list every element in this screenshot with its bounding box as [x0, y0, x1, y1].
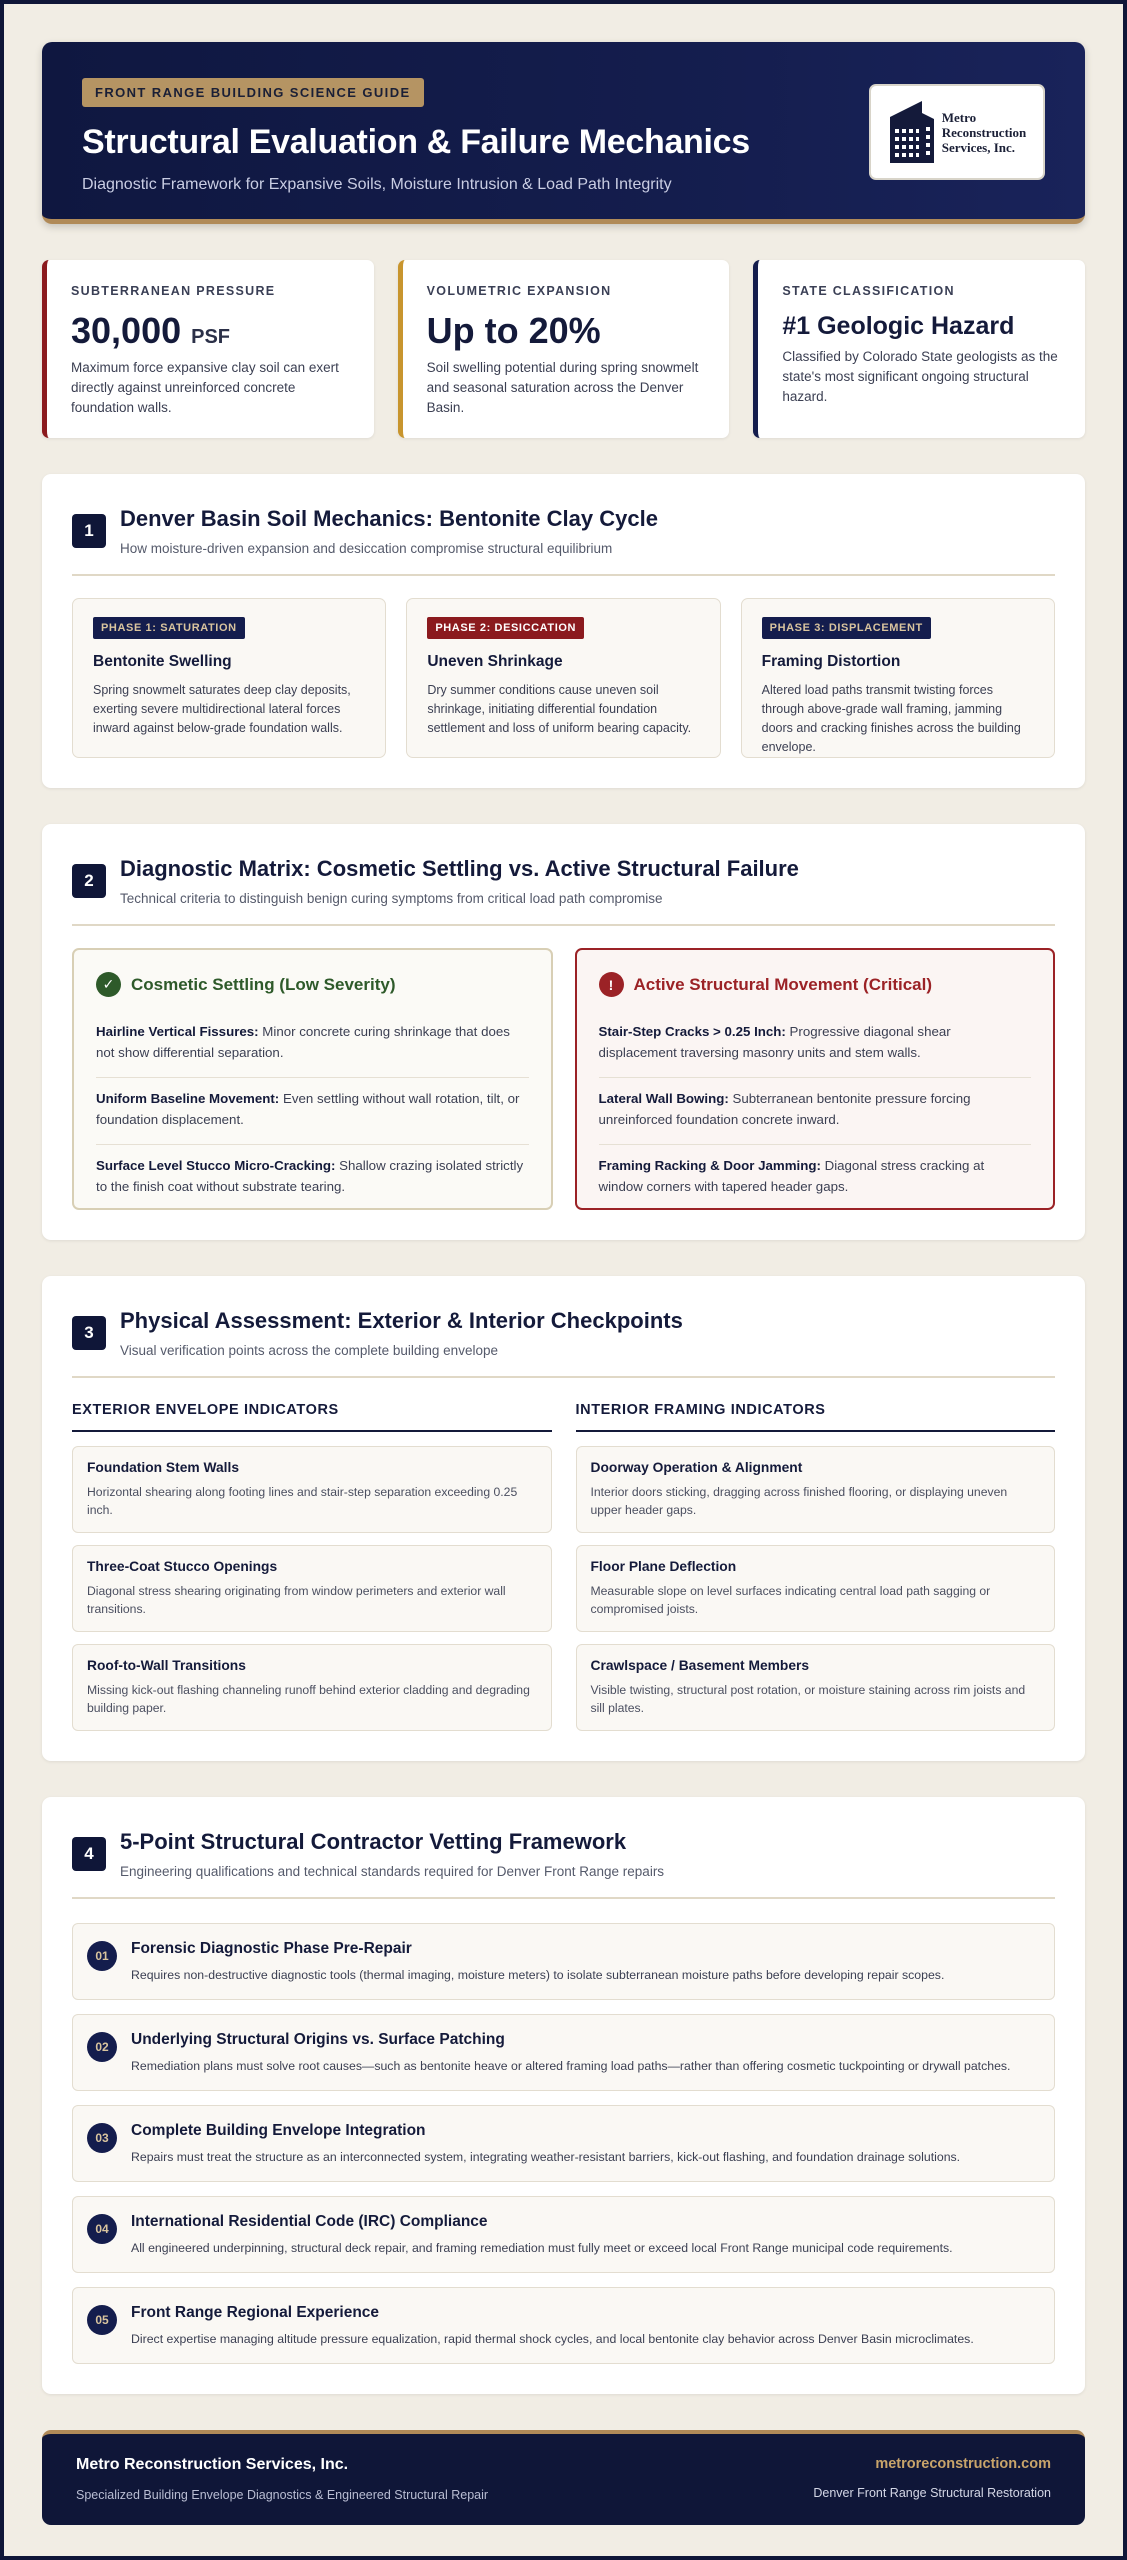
section-header: [72, 1308, 1055, 1378]
vetting-list: [72, 1923, 1055, 2364]
footer-location: Denver Front Range Structural Restoration: [813, 2486, 1051, 2500]
guide-tag: FRONT RANGE BUILDING SCIENCE GUIDE: [82, 78, 424, 107]
section-header: [72, 856, 1055, 926]
section-subtitle: Technical criteria to distinguish benign curing symptoms from critical load path compromise: [120, 891, 663, 906]
stat-card-pressure: [42, 260, 374, 438]
header-banner: [42, 42, 1085, 224]
page-title: Structural Evaluation & Failure Mechanics: [82, 123, 750, 161]
phase-tag: PHASE 1: SATURATION: [93, 617, 245, 639]
page-subtitle: Diagnostic Framework for Expansive Soils, Moisture Intrusion & Load Path Integrity: [82, 176, 672, 193]
checkpoint-columns: [72, 1402, 1055, 1731]
vetting-item: 02 Underlying Structural Origins vs. Surface Patching Remediation plans must solve root causes—such as bentonite heave or altered framing load paths—rather than offering cosmetic tuckpointing or drywall patches.: [72, 2014, 1055, 2091]
item-number: 05: [87, 2305, 117, 2335]
stat-card-expansion: [398, 260, 730, 438]
section-subtitle: Engineering qualifications and technical standards required for Denver Front Range repairs: [120, 1864, 665, 1879]
item-number: 01: [87, 1941, 117, 1971]
list-item: Framing Racking & Door Jamming: Diagonal stress cracking at window corners with tapered header gaps.: [598, 1158, 985, 1194]
checkpoint-card: Floor Plane Deflection Measurable slope on level surfaces indicating central load path sagging or compromised joists.: [576, 1545, 1056, 1632]
section-number: 4: [72, 1837, 106, 1871]
section-header: [72, 506, 1055, 576]
interior-indicators: [576, 1402, 1056, 1731]
vetting-item: 01 Forensic Diagnostic Phase Pre-Repair Requires non-destructive diagnostic tools (thermal imaging, moisture meters) to isolate subterranean moisture paths before developing repair scopes.: [72, 1923, 1055, 2000]
section-header: [72, 1829, 1055, 1899]
vetting-item: 04 International Residential Code (IRC) Compliance All engineered underpinning, structural deck repair, and framing remediation must fully meet or exceed local Front Range municipal code requirements.: [72, 2196, 1055, 2273]
item-number: 02: [87, 2032, 117, 2062]
section-title: 5-Point Structural Contractor Vetting Framework: [120, 1829, 627, 1854]
stat-value: #1 Geologic Hazard: [782, 312, 1015, 340]
cosmetic-settling-panel: [72, 948, 553, 1210]
section-title: Denver Basin Soil Mechanics: Bentonite Clay Cycle: [120, 506, 658, 531]
phase-description: Dry summer conditions cause uneven soil shrinkage, initiating differential foundation settlement and loss of uniform bearing capacity.: [427, 683, 692, 735]
exterior-indicators: [72, 1402, 552, 1731]
section-title: Diagnostic Matrix: Cosmetic Settling vs. Active Structural Failure: [120, 856, 799, 881]
phase-tag: PHASE 2: DESICCATION: [427, 617, 584, 639]
section-number: 1: [72, 514, 106, 548]
stat-value: 30,000 PSF: [71, 310, 231, 351]
section-subtitle: How moisture-driven expansion and desiccation compromise structural equilibrium: [120, 541, 613, 556]
checkpoint-card: Roof-to-Wall Transitions Missing kick-out flashing channeling runoff behind exterior cladding and degrading building paper.: [72, 1644, 552, 1731]
phase-description: Spring snowmelt saturates deep clay deposits, exerting severe multidirectional lateral forces inward against below-grade foundation walls.: [93, 683, 351, 735]
active-movement-panel: [575, 948, 1056, 1210]
stat-description: Soil swelling potential during spring snowmelt and seasonal saturation across the Denver Basin.: [426, 360, 699, 415]
column-heading: INTERIOR FRAMING INDICATORS: [576, 1402, 1056, 1432]
section-contractor-vetting: [42, 1797, 1085, 2394]
stats-row: [42, 260, 1085, 438]
stat-unit: PSF: [191, 326, 231, 348]
stat-label: VOLUMETRIC EXPANSION: [426, 284, 612, 298]
section-number: 3: [72, 1316, 106, 1350]
stat-description: Classified by Colorado State geologists as the state's most significant ongoing structural hazard.: [782, 349, 1058, 404]
section-number: 2: [72, 864, 106, 898]
stat-label: SUBTERRANEAN PRESSURE: [71, 284, 276, 298]
phase-card-saturation: [72, 598, 386, 758]
phase-title: Uneven Shrinkage: [427, 653, 563, 670]
company-logo: [869, 84, 1045, 180]
vetting-item: 05 Front Range Regional Experience Direct expertise managing altitude pressure equalization, rapid thermal shock cycles, and local bentonite clay behavior across Denver Basin microclimates.: [72, 2287, 1055, 2364]
phase-cards: [72, 598, 1055, 758]
stat-description: Maximum force expansive clay soil can exert directly against unreinforced concrete foundation walls.: [71, 360, 339, 415]
checkpoint-card: Three-Coat Stucco Openings Diagonal stress shearing originating from window perimeters and exterior wall transitions.: [72, 1545, 552, 1632]
panel-title: Cosmetic Settling (Low Severity): [131, 974, 396, 994]
section-diagnostic-matrix: [42, 824, 1085, 1240]
item-number: 03: [87, 2123, 117, 2153]
alert-icon: !: [599, 972, 624, 997]
check-icon: ✓: [96, 972, 121, 997]
phase-title: Framing Distortion: [761, 653, 901, 670]
checkpoint-card: Foundation Stem Walls Horizontal shearing along footing lines and stair-step separation exceeding 0.25 inch.: [72, 1446, 552, 1533]
list-item: Surface Level Stucco Micro-Cracking: Shallow crazing isolated strictly to the finish coat without substrate tearing.: [96, 1158, 524, 1194]
item-number: 04: [87, 2214, 117, 2244]
footer-tagline: Specialized Building Envelope Diagnostics & Engineered Structural Repair: [76, 2488, 489, 2502]
stat-value: Up to 20%: [426, 310, 601, 351]
footer-website-link[interactable]: metroreconstruction.com: [875, 2456, 1051, 2472]
checkpoint-card: Doorway Operation & Alignment Interior doors sticking, dragging across finished flooring, or displaying uneven upper header gaps.: [576, 1446, 1056, 1533]
building-logo-icon: [888, 99, 936, 165]
list-item: Lateral Wall Bowing: Subterranean bentonite pressure forcing unreinforced foundation concrete inward.: [599, 1078, 1032, 1145]
footer: [42, 2430, 1085, 2525]
diagnostic-matrix: [72, 948, 1055, 1210]
phase-card-displacement: [741, 598, 1055, 758]
list-item: Stair-Step Cracks > 0.25 Inch: Progressive diagonal shear displacement traversing masonry units and stem walls.: [599, 1011, 1032, 1078]
footer-company: Metro Reconstruction Services, Inc.: [76, 2456, 349, 2473]
stat-label: STATE CLASSIFICATION: [782, 284, 955, 298]
section-physical-assessment: [42, 1276, 1085, 1761]
phase-card-desiccation: [406, 598, 720, 758]
list-item: Uniform Baseline Movement: Even settling without wall rotation, tilt, or foundation displacement.: [96, 1078, 529, 1145]
phase-tag: PHASE 3: DISPLACEMENT: [762, 617, 931, 639]
checkpoint-card: Crawlspace / Basement Members Visible twisting, structural post rotation, or moisture staining across rim joists and sill plates.: [576, 1644, 1056, 1731]
panel-title: Active Structural Movement (Critical): [633, 974, 933, 994]
section-soil-mechanics: [42, 474, 1085, 788]
phase-title: Bentonite Swelling: [93, 653, 232, 670]
stat-card-classification: [753, 260, 1085, 438]
logo-text: Metro Reconstruction Services, Inc.: [941, 109, 1027, 155]
vetting-item: 03 Complete Building Envelope Integration Repairs must treat the structure as an interconnected system, integrating weather-resistant barriers, kick-out flashing, and foundation drainage solutions.: [72, 2105, 1055, 2182]
section-subtitle: Visual verification points across the complete building envelope: [120, 1343, 498, 1358]
phase-description: Altered load paths transmit twisting forces through above-grade wall framing, jamming doors and cracking finishes across the building envelope.: [761, 683, 1021, 754]
list-item: Hairline Vertical Fissures: Minor concrete curing shrinkage that does not show differential separation.: [96, 1011, 529, 1078]
section-title: Physical Assessment: Exterior & Interior Checkpoints: [120, 1308, 683, 1333]
column-heading: EXTERIOR ENVELOPE INDICATORS: [72, 1402, 552, 1432]
